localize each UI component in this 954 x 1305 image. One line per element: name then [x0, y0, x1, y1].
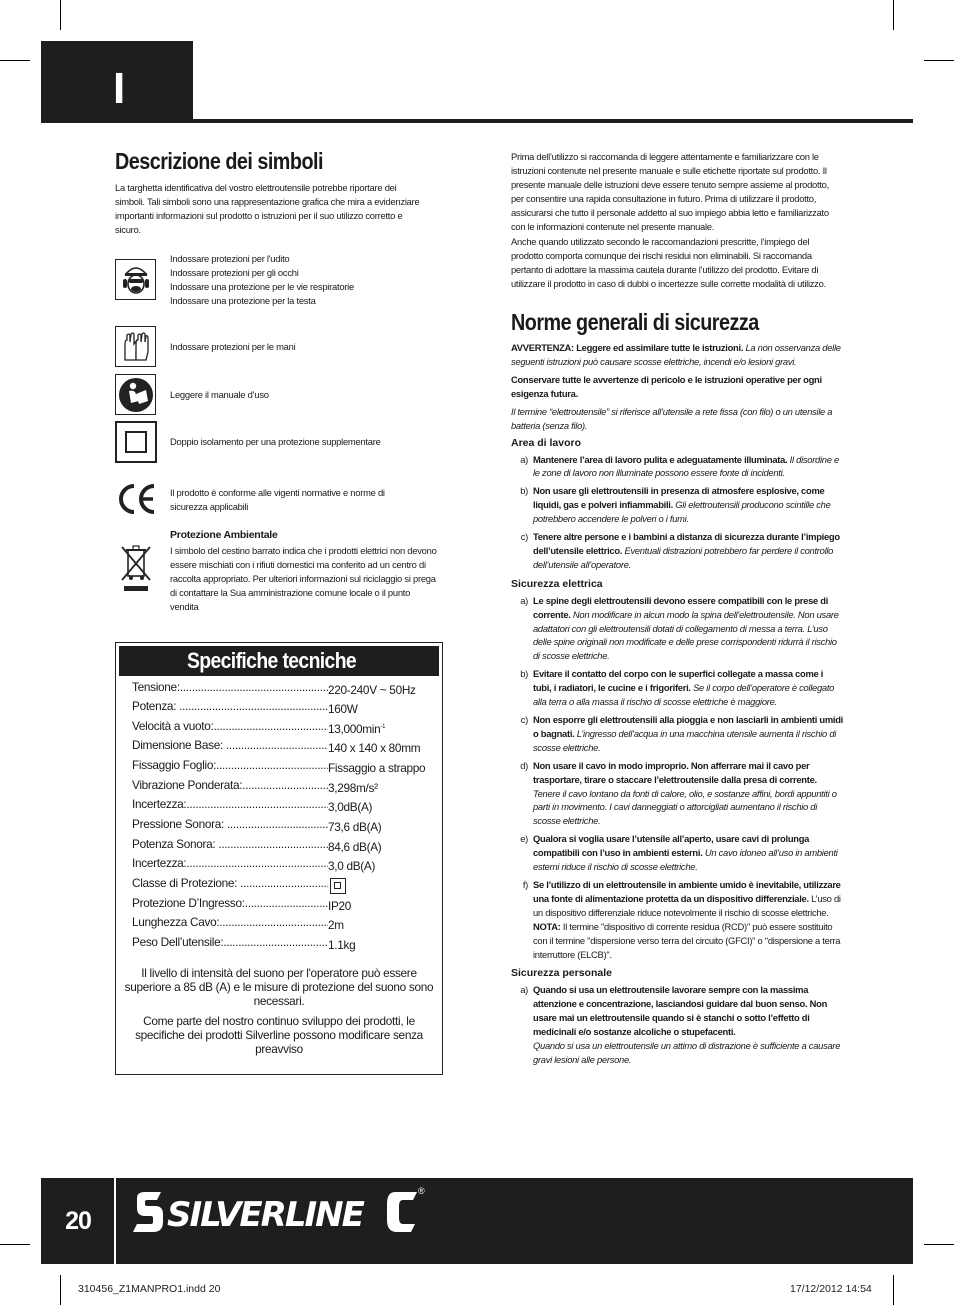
crop-mark [924, 1244, 954, 1245]
gloves-text: Indossare protezioni per le mani [170, 341, 296, 352]
spec-label: Classe di Protezione: ..... [132, 876, 328, 890]
header-rule [193, 119, 913, 123]
ppe-hearing: Indossare protezioni per l'udito [170, 253, 290, 264]
slug-filename: 310456_Z1MANPRO1.indd 20 [78, 1283, 221, 1295]
spec-value: 1.1kg [328, 938, 356, 952]
symbol-row-double-insulation [115, 421, 157, 463]
list-item [511, 759, 843, 829]
spec-value: 3,0dB(A) [328, 800, 373, 814]
symbol-row-ce [115, 482, 157, 516]
language-code: I [113, 64, 126, 113]
item-letter: b) [520, 668, 528, 680]
spec-note-changes: Come parte del nostro continuo sviluppo dei prodotti, le specifiche dei prodotti Silverline possono modificare senza preavviso [135, 1014, 423, 1056]
crop-mark [60, 1275, 61, 1305]
symbols-section [115, 148, 445, 237]
spec-label: Fissaggio Foglio: ..... [132, 758, 328, 772]
spec-value: 160W [328, 702, 358, 716]
item-italic: Quando si usa un elettroutensile un attimo di distrazione è sufficiente a causare gravi lesioni alle persone. [533, 1040, 841, 1065]
list-item [511, 667, 843, 709]
spec-row [132, 915, 344, 932]
warning-paragraph [511, 341, 843, 369]
warning-bold: AVVERTENZA: Leggere ed assimilare tutte le istruzioni. [511, 342, 744, 354]
spec-label: Potenza Sonora: ..... [132, 837, 328, 851]
item-italic: Gli elettroutensili producono scintille che potrebbero accendere le polveri o i fumi. [533, 499, 831, 525]
env-text: I simbolo del cestino barrato indica che i prodotti elettrici non devono essere mischiati con i rifiuti domestici ma conferito ad un centro di raccolta appropriato. Per ulteriori informazioni sul riciclaggio si prega di contattare la Sua amministrazione comune locale o il punto vendita [170, 544, 437, 612]
item-letter: b) [520, 485, 528, 497]
spec-row [132, 896, 351, 913]
spec-label: Velocità a vuoto: ..... [132, 719, 328, 733]
item-italic: Il disordine e le zone di lavoro non illuminate possono essere fonte di incidenti. [533, 453, 839, 479]
crop-mark [924, 60, 954, 61]
manual-icon [115, 374, 156, 415]
item-bold: Non usare il cavo in modo improprio. Non afferrare mai il cavo per trasportare, tirare o staccare l’elettroutensile dalla presa di corrente. [533, 759, 817, 785]
symbol-row-gloves [115, 326, 156, 367]
item-letter: a) [520, 984, 528, 996]
item-letter: c) [520, 714, 528, 725]
spec-row [132, 876, 346, 895]
logo-text: SILVERLINE [167, 1195, 363, 1235]
crop-mark [60, 0, 61, 30]
warning-italic: La non osservanza delle seguenti istruzioni può causare scosse elettriche, incendi e/o lesioni gravi. [511, 342, 841, 367]
slug-timestamp: 17/12/2012 14:54 [790, 1283, 872, 1295]
spec-box [115, 642, 443, 1075]
item-bold: Quando si usa un elettroutensile lavorare sempre con la massima attenzione e concentrazione, lasciandosi guidare dal buon senso. Non usare mai un elettroutensile quando si è stanchi o sotto l’effetto di medicinali e/o sostanze alcoliche o stupefacenti. [533, 984, 828, 1038]
spec-value: Fissaggio a strappo [328, 761, 426, 775]
spec-title-bar [119, 646, 439, 676]
safety-column [511, 150, 843, 1067]
spec-row [132, 797, 372, 814]
ce-mark-icon [115, 482, 157, 516]
item-italic: Tenere il cavo lontano da fonti di calore, olio, e sostanze affini, bordi appuntiti o parti in movimento. I cavi danneggiati o attorcigliati aumentano il rischio di scosse elettriche. [533, 787, 837, 827]
symbols-title: Descrizione dei simboli [115, 148, 323, 174]
item-italic: Eventuali distrazioni potrebbero far perdere il controllo dell’utensile all’operatore. [533, 544, 834, 570]
crop-mark [0, 1244, 30, 1245]
symbol-row-manual [115, 374, 156, 415]
symbols-intro: La targhetta identificativa del vostro elettroutensile potrebbe riportare dei simboli. Tali simboli sono una rappresentazione grafica che mira a evidenziare importanti informazioni sul prodotto o istruzioni per il suo utilizzo corretto e sicuro. [115, 182, 420, 235]
spec-row [132, 935, 355, 952]
double-insulation-text: Doppio isolamento per una protezione supplementare [170, 436, 381, 447]
gloves-icon [115, 326, 156, 367]
list-item [511, 530, 843, 572]
spec-label: Protezione D’Ingresso: ..... [132, 896, 328, 910]
list-item [511, 878, 843, 961]
spec-label: Tensione: ..... [132, 680, 328, 694]
crop-mark [0, 60, 30, 61]
language-tab [41, 41, 193, 123]
spec-label: Incertezza: ..... [132, 856, 328, 870]
item-italic: Non modificare in alcun modo la spina dell’elettroutensile. Non usare adattatori con gli elettroutensili dotati di collegamento di messa a terra. L’uso delle spine originali non modificate e delle prese corrispondenti ridurrà il rischio di scosse elettriche. [533, 608, 839, 662]
ppe-head: Indossare una protezione per la testa [170, 294, 316, 306]
spec-value: 73,6 dB(A) [328, 820, 382, 834]
spec-value: IP20 [328, 899, 352, 913]
list-item [511, 832, 843, 874]
note-label: NOTA: [533, 920, 561, 932]
spec-label: Dimensione Base: ..... [132, 738, 328, 752]
spec-label: Lunghezza Cavo: ..... [132, 915, 328, 929]
item-italic: L’ingresso dell’acqua in una macchina utensile aumenta il rischio di scosse elettriche. [533, 727, 837, 753]
spec-value: 220-240V ~ 50Hz [328, 683, 416, 697]
spec-row [132, 856, 375, 873]
item-bold: Se l’utilizzo di un elettroutensile in ambiente umido è inevitabile, utilizzare una fonte di alimentazione protetta da un dispositivo differenziale. [533, 878, 841, 904]
spec-note-sound: Il livello di intensità del suono per l'operatore può essere superiore a 85 dB (A) e le misure di protezione del suono sono necessari. [124, 966, 434, 1008]
spec-label: Peso Dell’utensile: ..... [132, 935, 328, 949]
list-item [511, 484, 843, 526]
registered-mark: ® [418, 1186, 425, 1196]
ppe-text [170, 252, 438, 308]
electrical-title: Sicurezza elettrica [511, 577, 603, 590]
env-text-block [170, 529, 440, 613]
crop-mark [893, 1275, 894, 1305]
ppe-eyes: Indossare protezioni per gli occhi [170, 266, 299, 278]
item-letter: a) [520, 594, 528, 606]
spec-value: 13,000min [328, 722, 381, 736]
spec-row [132, 719, 385, 736]
spec-label: Incertezza: ..... [132, 797, 328, 811]
spec-value: 3,0 dB(A) [328, 859, 376, 873]
double-insulation-icon [115, 421, 157, 463]
item-bold: Evitare il contatto del corpo con le superfici collegate a massa come i tubi, i radiatori, le cucine e i frigoriferi. [533, 668, 824, 694]
item-letter: e) [520, 833, 528, 845]
spec-label: Vibrazione Ponderata: ..... [132, 778, 328, 792]
item-bold: Qualora si voglia usare l’utensile all’aperto, usare cavi di prolunga compatibili con l’uso in ambienti esterni. [533, 833, 810, 859]
symbol-row-weee [115, 542, 157, 594]
spec-superscript: -1 [380, 724, 386, 731]
item-bold: Le spine degli elettroutensili devono essere compatibili con le prese di corrente. [533, 594, 829, 620]
spec-row [132, 699, 358, 716]
item-letter: f) [522, 878, 528, 890]
residual-risk-paragraph: Anche quando utilizzato secondo le raccomandazioni prescritte, l’impiego del prodotto comporta comunque dei rischi residui non eliminabili. Si raccomanda pertanto di adottare la massima cautela durante l’utilizzo del prodotto. Evitare di utilizzare il prodotto in caso di dubbi o incertezze sulle corrette modalità di utilizzo. [511, 236, 826, 290]
work-area-title: Area di lavoro [511, 436, 582, 449]
safety-title: Norme generali di sicurezza [511, 309, 759, 336]
spec-label: Pressione Sonora: ..... [132, 817, 328, 831]
item-letter: c) [520, 531, 528, 543]
spec-value: 2m [328, 918, 344, 932]
keep-instructions: Conservare tutte le avvertenze di pericolo e le istruzioni operative per ogni esigenza futura. [511, 373, 822, 399]
silverline-logo [133, 1188, 433, 1241]
item-italic: Un cavo idoneo all’uso in ambienti esterni riduce il rischio di scosse elettriche. [533, 847, 838, 873]
spec-value: 84,6 dB(A) [328, 840, 382, 854]
spec-row [132, 738, 420, 755]
env-title: Protezione Ambientale [170, 529, 278, 541]
spec-title: Specifiche tecniche [187, 648, 357, 673]
item-text: L’uso di un dispositivo differenziale riduce notevolmente il rischio di scosse elettriche. [533, 892, 841, 918]
spec-row [132, 817, 381, 834]
ppe-icon [115, 259, 156, 300]
ce-text: Il prodotto è conforme alle vigenti normative e norme di sicurezza applicabili [170, 487, 385, 512]
list-item [511, 983, 843, 1066]
spec-label: Potenza: ..... [132, 699, 328, 713]
page-number: 20 [65, 1206, 91, 1235]
spec-row [132, 837, 381, 854]
personal-title: Sicurezza personale [511, 967, 612, 980]
list-item [511, 453, 843, 481]
item-letter: d) [520, 759, 528, 771]
ppe-respiratory: Indossare una protezione per le vie respiratorie [170, 280, 354, 292]
item-letter: a) [520, 453, 528, 465]
spec-row [132, 758, 425, 775]
list-item [511, 713, 843, 755]
crop-mark [893, 0, 894, 30]
item-bold: Non esporre gli elettroutensili alla pioggia e non lasciarli in ambienti umidi o bagnati. [533, 714, 843, 739]
symbol-row-ppe [115, 259, 156, 300]
spec-value: 140 x 140 x 80mm [328, 741, 421, 755]
spec-value-class-icon [330, 878, 346, 894]
weee-bin-icon [115, 542, 157, 594]
spec-row [132, 778, 378, 795]
item-italic: Se il corpo dell’operatore è collegato alla terra o alla massa il rischio di scosse elettriche è maggiore. [533, 682, 835, 708]
list-item [511, 594, 843, 664]
spec-value: 3,298m/s² [328, 781, 378, 795]
term-definition: Il termine “elettroutensile” si riferisce all’utensile a rete fissa (con filo) o un utensile a batteria (senza filo). [511, 405, 833, 431]
intro-paragraph: Prima dell’utilizzo si raccomanda di leggere attentamente e familiarizzare con le istruzioni contenute nel presente manuale e sulle etichette riportate sul prodotto. Il presente manuale delle istruzioni deve essere tenuto sempre assieme al prodotto, per consentire una rapida consultazione in futuro. Prima di utilizzare il prodotto, assicurarsi che tutto il personale addetto al suo impiego abbia letto e familiarizzato con le informazioni contenute nel presente manuale. [511, 151, 829, 232]
footer-separator [114, 1178, 116, 1264]
item-bold: Tenere altre persone e i bambini a distanza di sicurezza durante l’impiego dell’utensile elettrico. [533, 531, 840, 556]
note-text: Il termine "dispositivo di corrente residua (RCD)" può essere sostituito con il termine "dispersione verso terra del circuito (GFCI)" o "dispersione a terra interruttore (ELCB)". [533, 920, 841, 960]
item-bold: Mantenere l’area di lavoro pulita e adeguatamente illuminata. [533, 453, 788, 465]
spec-row [132, 680, 416, 697]
manual-text: Leggere il manuale d’uso [170, 389, 269, 400]
item-bold: Non usare gli elettroutensili in presenza di atmosfere esplosive, come liquidi, gas e polveri infiammabili. [533, 485, 825, 511]
